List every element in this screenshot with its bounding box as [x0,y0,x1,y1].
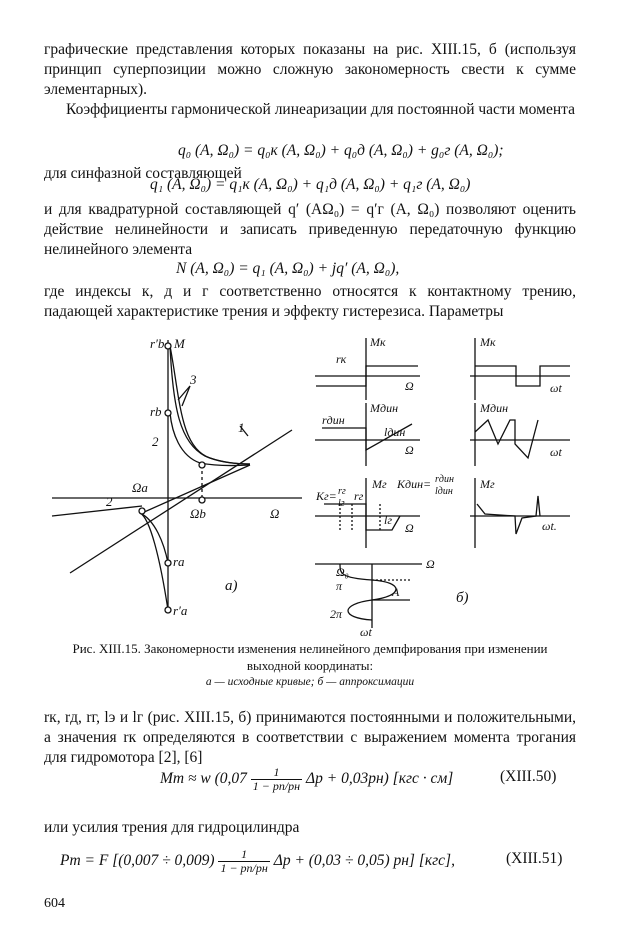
figure-xiii-15 [40,328,580,638]
equation-XIII-50: Mт ≈ w (0,07 $\frac{1}{1 - pп/pн}$ Δp + 0,03pн) [кгс · см] [160,765,454,793]
point-omega-a [139,508,145,514]
svg-text:Mдин: Mдин [370,401,399,415]
figure-subcaption: а — исходные кривые; б — аппроксимации [205,676,415,688]
point-ra-prime [165,607,171,613]
equation-q0: q₀ (A, Ω₀) = q₀к (A, Ω₀) + q₀д (A, Ω₀) + g₀г (A, Ω₀); [178,142,504,159]
equation-number-51: (XIII.51) [506,850,563,867]
label-1: 1 [238,420,245,435]
svg-text:Mг: Mг [480,477,495,491]
svg-text:lг: lг [338,498,345,509]
svg-text:Ω: Ω [405,443,414,457]
paragraph-1: графические представления которых показаны на рис. XIII.15, б (используя принцип суперпозиции можно сложную закономерность свести к сумме элементарных). [44,41,576,98]
curve-lower-1 [140,513,168,610]
equation-number-50: (XIII.50) [500,768,557,785]
label-2-top: 2 [152,434,159,449]
svg-text:lдин: lдин [435,486,453,497]
svg-text:Mг: Mг [372,477,387,491]
label-ra-prime: r′a [173,603,188,618]
svg-text:rг: rг [354,489,364,503]
svg-text:ωt: ωt [550,445,562,459]
paragraph-4: и для квадратурной составляющей q′ (AΩ₀) = q′г (A, Ω₀) позволяют оценить действие нелинейности и записать приведенную передаточную функцию нелинейного элемента [44,201,576,258]
paragraph-2: Коэффициенты гармонической линеаризации для постоянной части момента [66,101,575,118]
label-omega-b: Ωb [190,506,206,521]
label-rb: rb [150,404,162,419]
svg-text:lг: lг [384,513,393,527]
leader-3b [182,386,190,406]
svg-text:rдин: rдин [435,474,454,485]
page-number: 604 [44,896,65,911]
label-rb-prime: r′b [150,336,165,351]
label-ra: ra [173,554,185,569]
paragraph-6: rк, rд, rг, lэ и lг (рис. XIII.15, б) принимаются постоянными и положительными, а значения rк определяются в соответствии с выражением момента трогания для гидромотора [2], [6] [44,709,576,766]
svg-text:ωt.: ωt. [542,519,557,533]
point-rb-prime [165,343,171,349]
svg-text:2π: 2π [330,607,343,621]
figure-caption: Рис. XIII.15. Закономерности изменения нелинейного демпфирования при изменении выходной координаты: [72,641,548,673]
equation-XIII-51: Pт = F [(0,007 ÷ 0,009) $\frac{1}{1 - pп/pн}$ Δp + (0,03 ÷ 0,05) pн] [кгс], [60,847,455,875]
point-rb [165,410,171,416]
label-M-a: M [174,336,185,351]
svg-text:rдин: rдин [322,413,345,427]
curve-1 [70,430,292,573]
svg-text:π: π [336,579,343,593]
svg-text:Ω: Ω [405,521,414,535]
curve-2-left [52,506,142,516]
curve-lower-2 [140,513,168,563]
svg-text:Ω₀: Ω₀ [336,565,349,579]
equation-q1: q₁ (A, Ω₀) = q₁к (A, Ω₀) + q₁д (A, Ω₀) + q₁г (A, Ω₀) [150,176,471,193]
svg-text:lдин: lдин [384,425,406,439]
mg-wave [477,496,540,534]
label-omega-a-axis: Ω [270,506,280,521]
paragraph-5: где индексы к, д и г соответственно относятся к контактному трению, падающей характеристике трения и эффекту гистерезиса. Параметры [44,283,576,320]
label-3: 3 [190,372,197,387]
svg-text:Kг=: Kг= [316,489,337,503]
svg-text:ωt: ωt [550,381,562,395]
svg-text:rг: rг [338,486,346,497]
paragraph-3: для синфазной составляющей [44,165,242,182]
svg-text:Kдин=: Kдин= [397,477,432,491]
svg-text:ωt: ωt [360,625,372,638]
svg-text:б): б) [456,590,469,606]
svg-text:Mк: Mк [480,335,496,349]
svg-text:Mк: Mк [370,335,386,349]
equation-N: N (A, Ω₀) = q₁ (A, Ω₀) + jq′ (A, Ω₀), [176,260,400,277]
point-ra [165,560,171,566]
mdin-wave [475,420,538,458]
label-omega-a: Ωa [132,480,148,495]
label-panel-a: а) [225,578,238,594]
label-2-left: 2 [106,494,113,509]
svg-text:Ω: Ω [426,557,435,571]
svg-text:A: A [392,585,400,599]
paragraph-7: или усилия трения для гидроцилиндра [44,819,300,836]
leader-3 [178,386,190,400]
point-omega-b [199,497,205,503]
svg-text:Mдин: Mдин [480,401,509,415]
point-b [199,462,205,468]
svg-text:rк: rк [336,352,347,366]
svg-text:Ω: Ω [405,379,414,393]
